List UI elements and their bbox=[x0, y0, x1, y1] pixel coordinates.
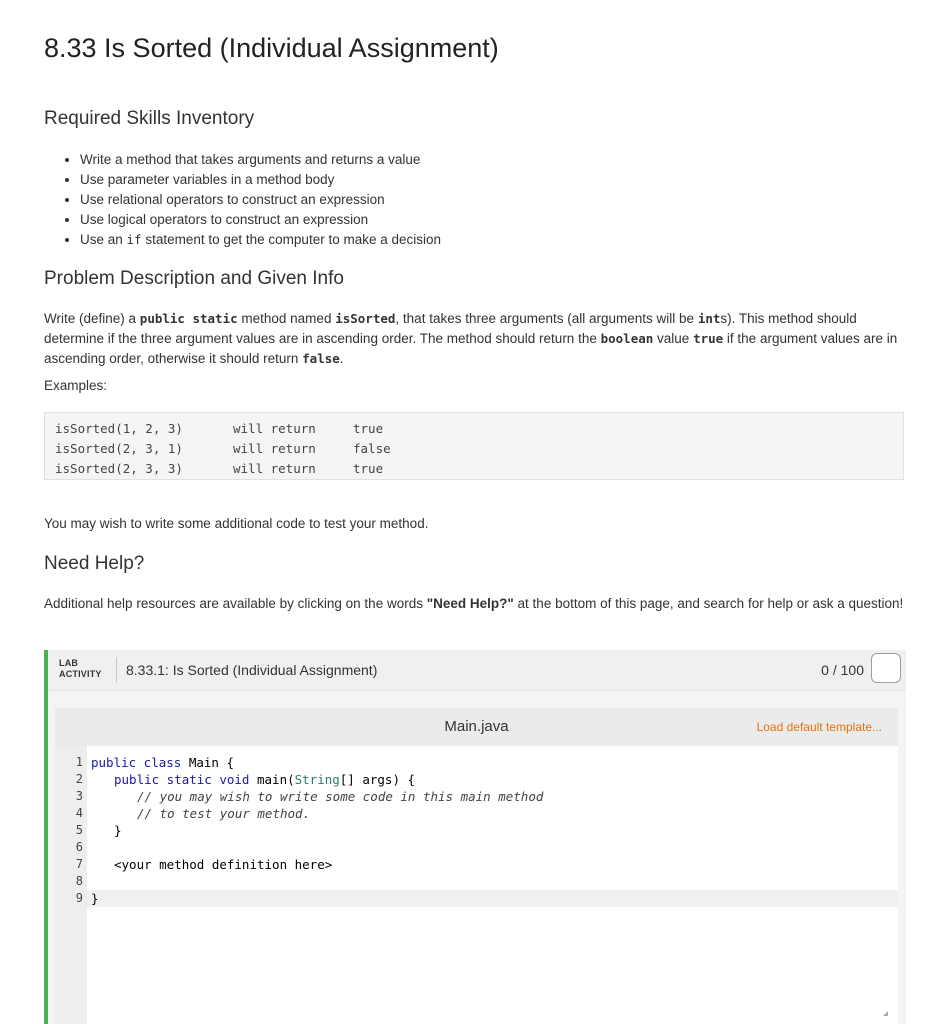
example-verb: will return bbox=[233, 461, 316, 476]
line-number: 9 bbox=[75, 891, 83, 905]
skill-item: • Write a method that takes arguments and returns a value bbox=[80, 150, 441, 170]
examples-block bbox=[44, 412, 904, 480]
example-verb: will return bbox=[233, 441, 316, 456]
problem-description: Write (define) a public static method named isSorted, that takes three arguments (all arguments will be ints). This method should determine if the three argument values are in ascending order. The method should return the boolean value true if the argument values are in ascending order, otherwise it should return false. bbox=[44, 311, 898, 366]
problem-heading: Problem Description and Given Info bbox=[44, 268, 344, 289]
lab-activity bbox=[44, 650, 906, 1024]
line-number: 4 bbox=[75, 806, 83, 820]
line-number: 6 bbox=[75, 840, 83, 854]
example-call: isSorted(2, 3, 3) bbox=[55, 461, 183, 476]
lab-title: 8.33.1: Is Sorted (Individual Assignment) bbox=[126, 662, 378, 678]
help-heading: Need Help? bbox=[44, 553, 145, 574]
help-text: Additional help resources are available by clicking on the words "Need Help?" at the bottom of this page, and search for help or ask a question! bbox=[44, 596, 904, 611]
code-line: } bbox=[114, 823, 122, 838]
line-number: 1 bbox=[75, 755, 83, 769]
skills-list bbox=[44, 150, 441, 250]
example-row bbox=[55, 439, 893, 459]
example-result: false bbox=[353, 441, 391, 456]
page-title: 8.33 Is Sorted (Individual Assignment) bbox=[44, 33, 499, 63]
line-number: 5 bbox=[75, 823, 83, 837]
completion-checkbox bbox=[871, 653, 901, 683]
skill-item: • Use relational operators to construct an expression bbox=[80, 190, 441, 210]
line-number: 8 bbox=[75, 874, 83, 888]
code-editor[interactable] bbox=[55, 708, 898, 1024]
example-call: isSorted(2, 3, 1) bbox=[55, 441, 183, 456]
skills-heading: Required Skills Inventory bbox=[44, 108, 255, 129]
load-default-template-link[interactable]: Load default template... bbox=[756, 720, 882, 734]
active-line-highlight bbox=[87, 890, 898, 907]
code-line: } bbox=[91, 891, 99, 906]
code-line: public static void main(String[] args) { bbox=[114, 772, 416, 787]
example-row bbox=[55, 459, 893, 479]
line-number: 3 bbox=[75, 789, 83, 803]
divider bbox=[116, 657, 117, 683]
code-comment: // to test your method. bbox=[137, 806, 311, 821]
resize-handle-icon[interactable] bbox=[883, 1011, 888, 1016]
line-gutter bbox=[55, 746, 87, 1024]
score: 0 / 100 bbox=[821, 662, 864, 678]
line-number: 7 bbox=[75, 857, 83, 871]
example-result: true bbox=[353, 421, 384, 436]
code-line: public class Main { bbox=[91, 755, 234, 770]
example-result: true bbox=[353, 461, 384, 476]
lab-activity-tag: LAB ACTIVITY bbox=[59, 658, 102, 679]
editor-toolbar bbox=[55, 708, 898, 746]
test-note: You may wish to write some additional code to test your method. bbox=[44, 516, 429, 531]
line-number: 2 bbox=[75, 772, 83, 786]
examples-label: Examples: bbox=[44, 378, 108, 393]
skill-item: • Use parameter variables in a method body bbox=[80, 170, 441, 190]
file-name: Main.java bbox=[444, 718, 509, 735]
skill-item: • Use an if statement to get the computer to make a decision bbox=[80, 230, 441, 250]
code-comment: // you may wish to write some code in this main method bbox=[137, 789, 544, 804]
example-row bbox=[55, 419, 893, 439]
skill-item: • Use logical operators to construct an expression bbox=[80, 210, 441, 230]
lab-header bbox=[48, 650, 906, 691]
code-line: <your method definition here> bbox=[114, 857, 333, 872]
example-verb: will return bbox=[233, 421, 316, 436]
code-area[interactable] bbox=[87, 746, 898, 1024]
example-call: isSorted(1, 2, 3) bbox=[55, 421, 183, 436]
